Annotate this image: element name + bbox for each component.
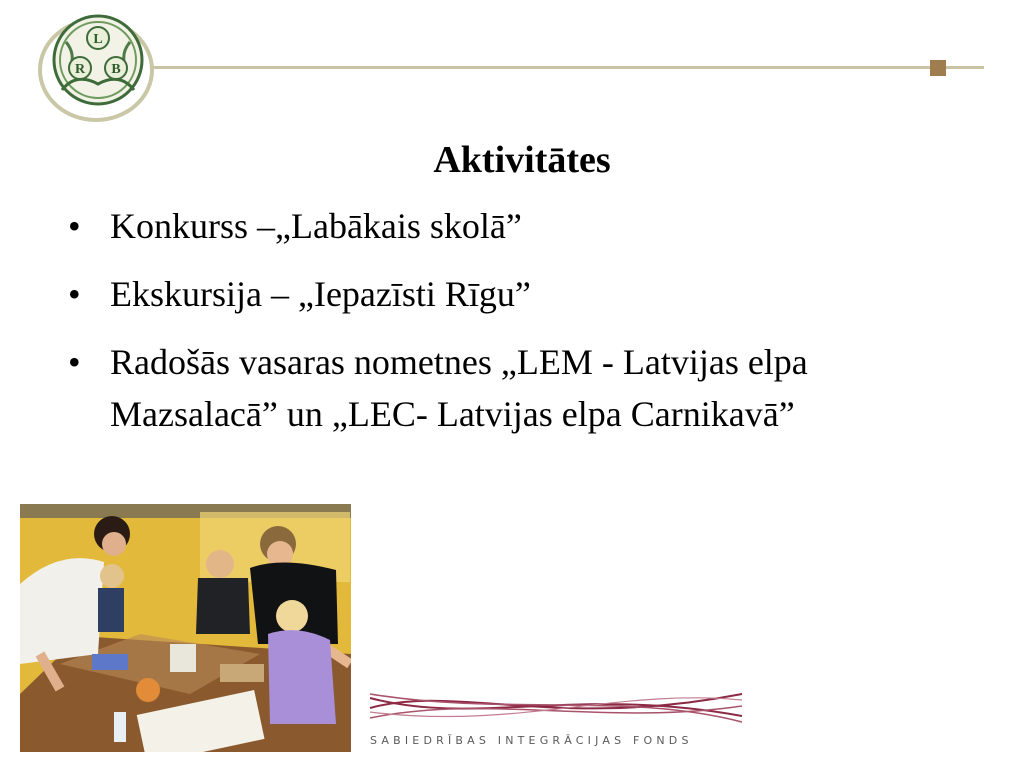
sif-fund-name: SABIEDRĪBAS INTEGRĀCIJAS FONDS (370, 734, 693, 747)
bullet-text: Radošās vasaras nometnes „LEM - Latvijas elpa Mazsalacā” un „LEC- Latvijas elpa Carnikavā” (110, 342, 808, 434)
bullet-text: Ekskursija – „Iepazīsti Rīgu” (110, 274, 531, 314)
bullet-item (68, 200, 948, 252)
logo-letter-r: R (74, 62, 86, 77)
activity-photo (20, 504, 351, 752)
bullet-marker: • (68, 342, 81, 382)
lrb-logo-icon (36, 12, 156, 124)
header-square-marker (930, 60, 946, 76)
bullet-text: Konkurss –„Labākais skolā” (110, 206, 522, 246)
bullet-marker: • (68, 274, 81, 314)
logo-letter-b: B (111, 62, 121, 77)
slide-title: Aktivitātes (433, 139, 611, 181)
bullet-item (68, 268, 948, 320)
bullet-item (68, 336, 948, 440)
header-divider (150, 66, 984, 69)
logo-letter-l: L (93, 32, 103, 47)
bullet-marker: • (68, 206, 81, 246)
bullet-list (68, 200, 948, 456)
